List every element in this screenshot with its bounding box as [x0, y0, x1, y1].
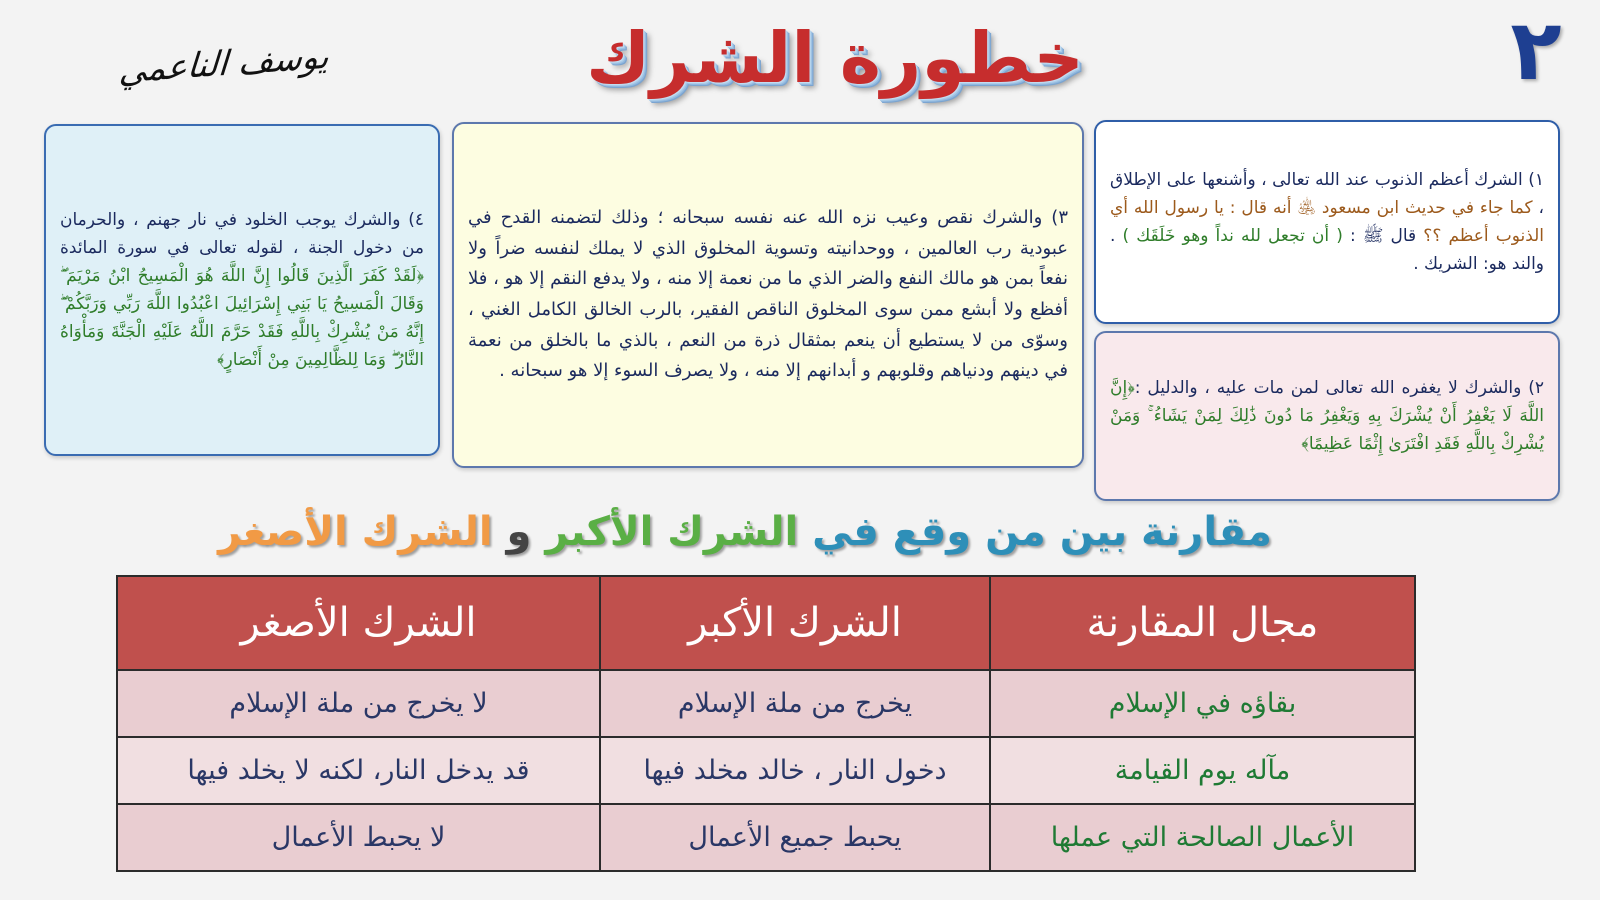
table-cell-minor: لا يخرج من ملة الإسلام: [117, 670, 600, 737]
point-1-definition: . والند هو: الشريك .: [1110, 226, 1544, 275]
point-4-text: [60, 206, 424, 374]
table-header-minor-shirk: الشرك الأصغر: [117, 576, 600, 670]
table-header-major-shirk: الشرك الأكبر: [600, 576, 990, 670]
point-2-intro: ٢) والشرك لا يغفره الله تعالى لمن مات عليه ، والدليل :: [1134, 377, 1544, 398]
point-1-text: [1110, 166, 1544, 278]
table-cell-field: الأعمال الصالحة التي عملها: [990, 804, 1415, 871]
table-cell-major: يحبط جميع الأعمال: [600, 804, 990, 871]
table-cell-major: دخول النار ، خالد مخلد فيها: [600, 737, 990, 804]
comparison-heading-lead: مقارنة بين من وقع في: [812, 509, 1272, 555]
point-1-hadith-quote: ( أن تجعل لله نداً وهو خَلَقَك ): [1122, 226, 1343, 246]
table-cell-field: مآله يوم القيامة: [990, 737, 1415, 804]
point-3-text: [468, 203, 1068, 387]
point-1-hadith-narration: كما جاء في حديث ابن مسعود ﵁ أنه قال : يا رسول الله أي الذنوب أعظم ؟؟: [1110, 197, 1545, 246]
comparison-heading: [95, 497, 1395, 567]
table-header-row: [117, 576, 1415, 670]
point-2-quran-verse: ﴿إِنَّ اللَّهَ لَا يَغْفِرُ أَنْ يُشْرَكَ بِهِ وَيَغْفِرُ مَا دُونَ ذَٰلِكَ لِمَنْ يَشَاءُ ۚ وَمَنْ يُشْرِكْ بِاللَّهِ فَقَدِ افْتَرَىٰ إِثْمًا عَظِيمًا﴾: [1110, 377, 1544, 455]
table-cell-minor: لا يحبط الأعمال: [117, 804, 600, 871]
table-row: [117, 670, 1415, 737]
table-header-field: مجال المقارنة: [990, 576, 1415, 670]
comparison-heading-and: و: [506, 509, 532, 555]
point-card-4: [44, 124, 440, 456]
slide-number: ٢: [1510, 1, 1562, 99]
point-card-2: [1094, 331, 1560, 501]
point-card-1: [1094, 120, 1560, 324]
point-4-quran-verse: ﴿لَقَدْ كَفَرَ الَّذِينَ قَالُوا إِنَّ اللَّهَ هُوَ الْمَسِيحُ ابْنُ مَرْيَمَ ۖ وَقَالَ الْمَسِيحُ يَا بَنِي إِسْرَائِيلَ اعْبُدُوا اللَّهَ رَبِّي وَرَبَّكُمْ ۖ إِنَّهُ مَنْ يُشْرِكْ بِاللَّهِ فَقَدْ حَرَّمَ اللَّهُ عَلَيْهِ الْجَنَّةَ وَمَأْوَاهُ النَّارُ ۖ وَمَا لِلظَّالِمِينَ مِنْ أَنْصَارٍ﴾: [60, 265, 424, 371]
table-cell-major: يخرج من ملة الإسلام: [600, 670, 990, 737]
point-card-3: [452, 122, 1084, 468]
point-1-said: قال ﷺ :: [1350, 226, 1417, 246]
author-signature: يوسف الناعمي: [117, 36, 331, 92]
table-cell-minor: قد يدخل النار، لكنه لا يخلد فيها: [117, 737, 600, 804]
comparison-heading-major: الشرك الأكبر: [545, 509, 799, 555]
table-row: [117, 804, 1415, 871]
point-1-intro: ١) الشرك أعظم الذنوب عند الله تعالى ، وأشنعها على الإطلاق ،: [1110, 169, 1544, 218]
table-cell-field: بقاؤه في الإسلام: [990, 670, 1415, 737]
comparison-table: [116, 575, 1416, 872]
page-title: خطورة الشرك: [586, 17, 1084, 99]
point-3-body: ٣) والشرك نقص وعيب نزه الله عنه نفسه سبحانه ؛ وذلك لتضمنه القدح في عبودية رب العالمين ، ووحدانيته وتسوية المخلوق الذي لا يملك لنفسه ضراً ولا نفعاً بمن هو مالك النفع والضر الذي ما من نعمة إلا منه ، ولا يدفع النقم إلا هو ، فلا أفظع ولا أبشع ممن سوى المخلوق الناقص الفقير، بالرب الخالق الكامل الغني ، وسوّى من لا يستطيع أن ينعم بمثقال ذرة من النعم ، بالذي ما بالخلق من نعمة في دينهم ودنياهم وقلوبهم و أبدانهم إلا منه ، ولا يصرف السوء إلا هو سبحانه .: [468, 207, 1068, 382]
table-row: [117, 737, 1415, 804]
comparison-heading-minor: الشرك الأصغر: [218, 509, 493, 555]
point-2-text: [1110, 374, 1544, 458]
point-4-intro: ٤) والشرك يوجب الخلود في نار جهنم ، والحرمان من دخول الجنة ، لقوله تعالى في سورة المائدة: [60, 209, 424, 258]
